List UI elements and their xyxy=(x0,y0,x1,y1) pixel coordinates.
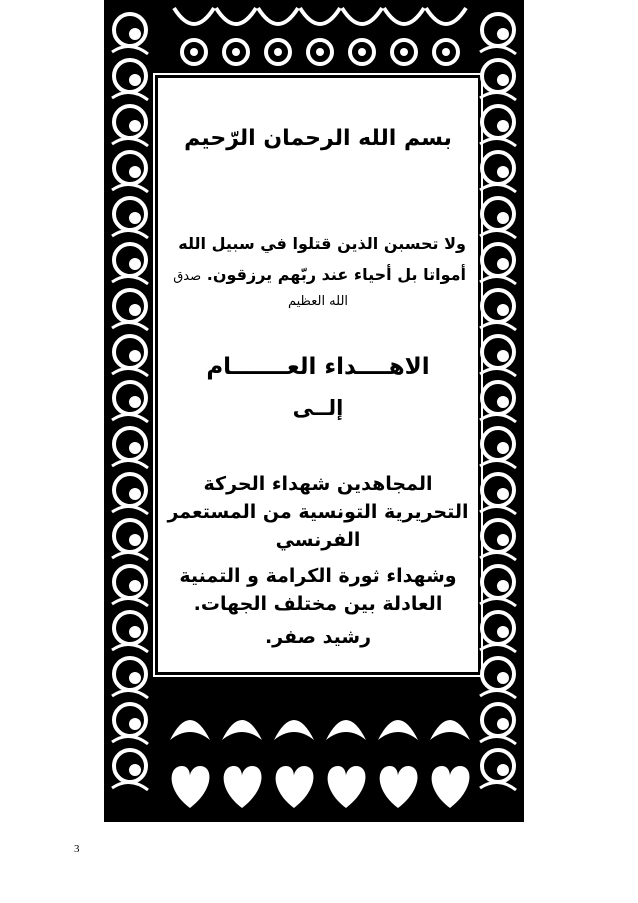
basmala: بسم الله الرحمان الرّحيم xyxy=(184,126,452,151)
dedication-line-4: وشهداء ثورة الكرامة و التمنية xyxy=(179,565,457,587)
verse-sadaq: صدق xyxy=(173,269,202,284)
author-name: رشيد صفر. xyxy=(264,626,372,648)
dedication-line-1: المجاهدين شهداء الحركة xyxy=(203,473,433,495)
verse-line-1: ولا تحسبن الذين قتلوا في سبيل الله xyxy=(178,234,466,253)
dedication-title: الاهــــداء العـــــــام xyxy=(206,354,430,380)
verse-line-3: الله العظيم xyxy=(287,294,349,309)
content-panel xyxy=(158,78,478,672)
page-number: 3 xyxy=(74,843,80,855)
dedication-line-3: الفرنسي xyxy=(275,529,361,551)
dedication-line-5: العادلة بين مختلف الجهات. xyxy=(193,593,443,615)
dedication-to: إلــى xyxy=(292,396,344,420)
quran-verse xyxy=(170,228,466,292)
verse-line-2 xyxy=(170,259,466,292)
dedication-block-2 xyxy=(164,562,472,618)
verse-line-2-text: أمواتا بل أحياء عند ربّهم يرزقون. xyxy=(206,265,466,284)
dedication-block-1 xyxy=(164,470,472,554)
dedication-line-2: التحريرية التونسية من المستعمر xyxy=(167,501,469,523)
